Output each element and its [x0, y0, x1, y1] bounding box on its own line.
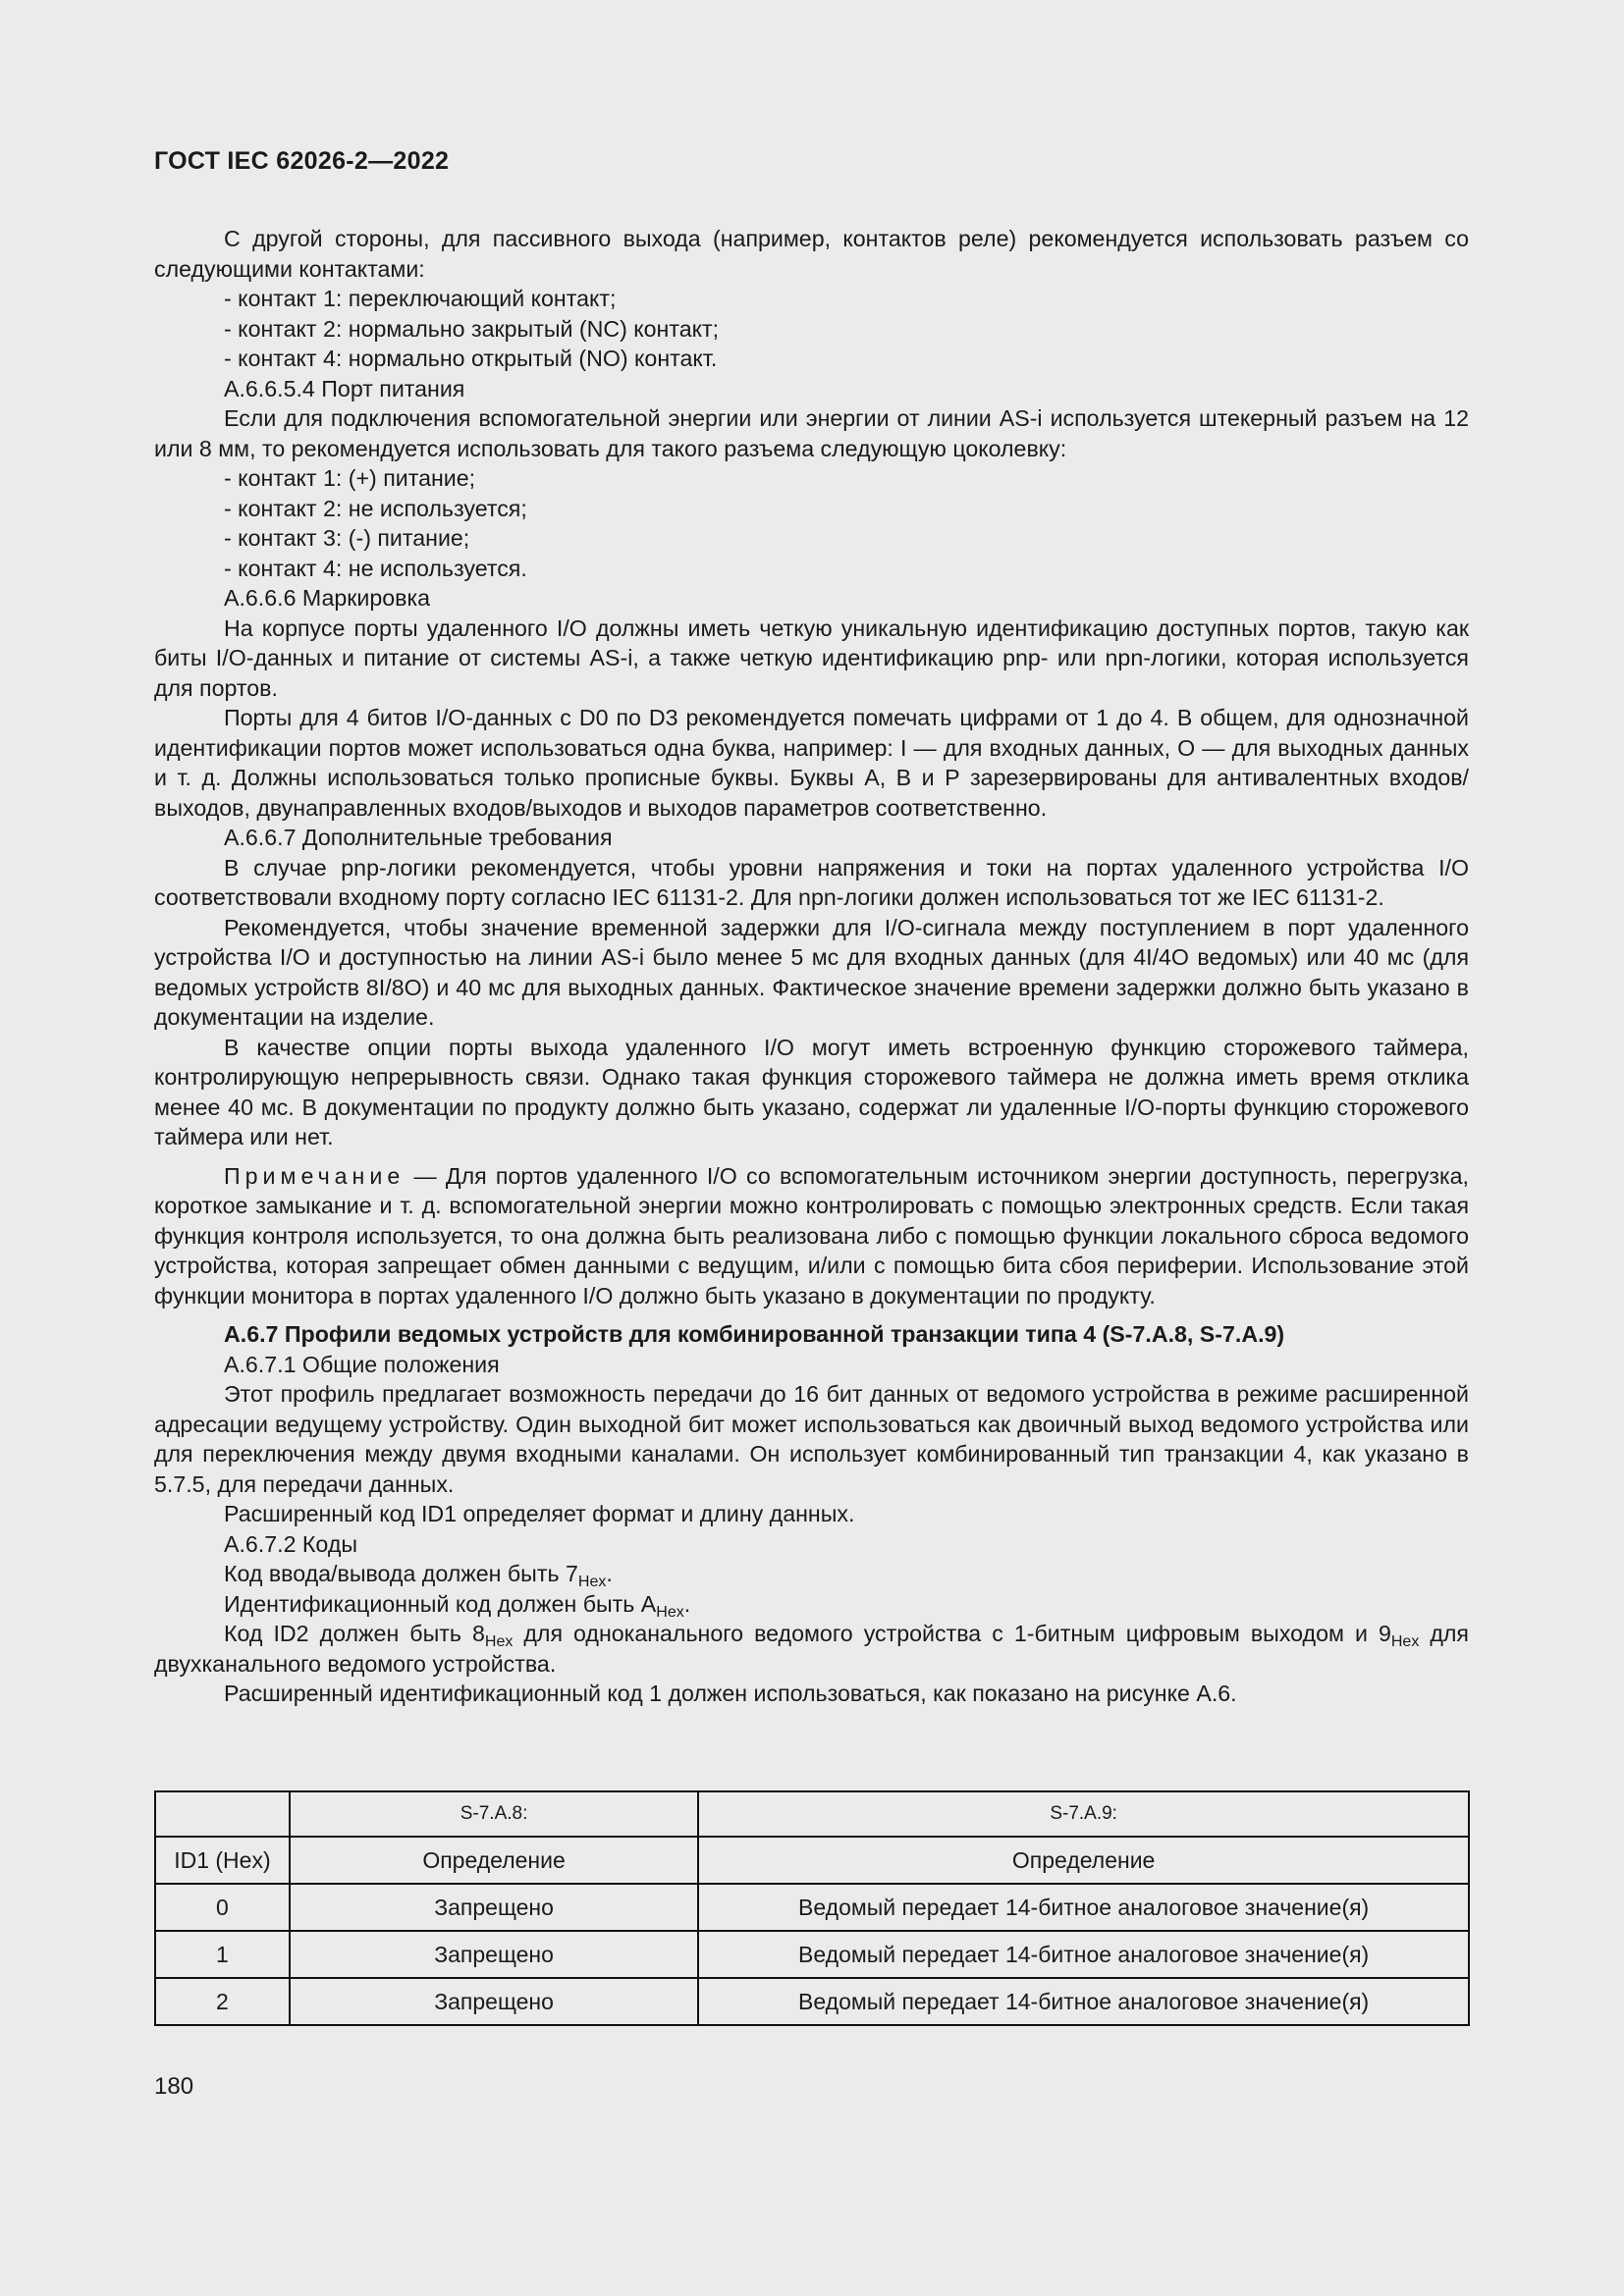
- text-run: Идентификационный код должен быть А: [224, 1590, 657, 1617]
- table-cell: Ведомый передает 14-битное аналоговое значение(я): [698, 1931, 1469, 1978]
- section-heading: А.6.6.6 Маркировка: [224, 585, 431, 611]
- table-cell: 0: [155, 1884, 290, 1931]
- text-run: для двухканального ведомого устройства.: [154, 1621, 1469, 1677]
- paragraph: С другой стороны, для пассивного выхода (например, контактов реле) рекомендуется использовать разъем со следующими контактами:: [154, 226, 1469, 282]
- table-header-cell: Определение: [698, 1837, 1469, 1884]
- list-item: - контакт 1: (+) питание;: [224, 465, 476, 491]
- table-cell: 1: [155, 1931, 290, 1978]
- id-code-table: [154, 1790, 1470, 2026]
- list-item: - контакт 4: не используется.: [224, 555, 527, 581]
- table-header-cell: ID1 (Hex): [155, 1837, 290, 1884]
- list-item: - контакт 2: нормально закрытый (NC) контакт;: [224, 315, 720, 342]
- list-item: - контакт 4: нормально открытый (NO) контакт.: [224, 346, 718, 371]
- subscript: Hex: [1390, 1633, 1420, 1650]
- page-number: 180: [154, 2073, 194, 2100]
- section-heading: А.6.7.2 Коды: [224, 1530, 358, 1557]
- note-label: Примечание: [224, 1162, 406, 1189]
- paragraph: Если для подключения вспомогательной энергии или энергии от линии AS-i используется штекерный разъем на 12 или 8 мм, то рекомендуется использовать для такого разъема следующую цоколевку:: [154, 405, 1469, 461]
- paragraph: [154, 1589, 1469, 1620]
- note-paragraph: [154, 1161, 1469, 1311]
- table-row: [155, 1931, 1469, 1978]
- table-cell: Ведомый передает 14-битное аналоговое значение(я): [698, 1884, 1469, 1931]
- table-cell: S-7.A.9:: [698, 1791, 1469, 1837]
- table-cell: Запрещено: [290, 1884, 698, 1931]
- note-text: — Для портов удаленного I/O со вспомогательным источником энергии доступность, перегрузка, короткое замыкание и т. д. вспомогательной энергии можно контролировать с помощью электронных средств. Если такая функция контроля используется, то она должна быть реализована либо с помощью функции локального сброса ведомого устройства, которая запрещает обмен данными с ведущим, и/или с помощью бита сбоя периферии. Использование этой функции монитора в портах удаленного I/O должно быть указано в документации по продукту.: [154, 1162, 1469, 1308]
- table-cell: 2: [155, 1978, 290, 2025]
- table-row: [155, 1978, 1469, 2025]
- section-heading: А.6.6.5.4 Порт питания: [224, 375, 465, 401]
- section-heading: А.6.7.1 Общие положения: [224, 1351, 500, 1377]
- paragraph: Расширенный код ID1 определяет формат и длину данных.: [224, 1501, 855, 1526]
- body-text: [154, 224, 1469, 1709]
- table-cell: Запрещено: [290, 1978, 698, 2025]
- paragraph: На корпусе порты удаленного I/O должны иметь четкую уникальную идентификацию доступных портов, такую как биты I/O-данных и питание от системы AS-i, а также четкую идентификацию pnp- или npn-логики, которая используется для портов.: [154, 614, 1469, 701]
- list-item: - контакт 2: не используется;: [224, 495, 527, 521]
- table-cell: [155, 1791, 290, 1837]
- text-run: Код ввода/вывода должен быть 7: [224, 1561, 578, 1586]
- paragraph: Этот профиль предлагает возможность передачи до 16 бит данных от ведомого устройства в режиме расширенной адресации ведущему устройству. Один выходной бит может использоваться как двоичный выход ведомого устройства или для переключения между двумя входными каналами. Он использует комбинированный тип транзакции 4, как указано в 5.7.5, для передачи данных.: [154, 1381, 1469, 1497]
- text-run: Код ID2 должен быть 8: [224, 1621, 485, 1646]
- text-run: .: [606, 1561, 613, 1586]
- paragraph: [154, 1559, 1469, 1589]
- document-header: ГОСТ IEC 62026-2—2022: [154, 147, 450, 175]
- paragraph: В случае pnp-логики рекомендуется, чтобы уровни напряжения и токи на портах удаленного устройства I/O соответствовали входному порту согласно IEC 61131-2. Для npn-логики должен использоваться тот же IEC 61131-2.: [154, 854, 1469, 910]
- table-cell: Запрещено: [290, 1931, 698, 1978]
- list-item: - контакт 3: (-) питание;: [224, 525, 470, 551]
- subscript: Hex: [577, 1574, 607, 1590]
- text-run: .: [683, 1590, 691, 1617]
- table-header-cell: Определение: [290, 1837, 698, 1884]
- table-cell: Ведомый передает 14-битное аналоговое значение(я): [698, 1978, 1469, 2025]
- paragraph: Рекомендуется, чтобы значение временной задержки для I/O-сигнала между поступлением в порт удаленного устройства I/O и доступностью на линии AS-i было менее 5 мс для входных данных (для 4I/4O ведомых) или 40 мс (для ведомых устройств 8I/8O) и 40 мс для выходных данных. Фактическое значение времени задержки должно быть указано в документации на изделие.: [154, 914, 1469, 1030]
- table-top-header-row: [155, 1791, 1469, 1837]
- section-heading: А.6.6.7 Дополнительные требования: [224, 825, 613, 850]
- table-row: [155, 1884, 1469, 1931]
- subscript: Hex: [484, 1633, 514, 1650]
- paragraph: Расширенный идентификационный код 1 должен использоваться, как показано на рисунке А.6.: [224, 1681, 1237, 1706]
- section-heading-bold: А.6.7 Профили ведомых устройств для комбинированной транзакции типа 4 (S-7.A.8, S-7.A.9): [224, 1321, 1285, 1347]
- subscript: Hex: [656, 1603, 684, 1621]
- paragraph: [154, 1619, 1469, 1679]
- table-cell: S-7.A.8:: [290, 1791, 698, 1837]
- list-item: - контакт 1: переключающий контакт;: [224, 286, 617, 311]
- table-header-row: [155, 1837, 1469, 1884]
- paragraph: Порты для 4 битов I/O-данных с D0 по D3 рекомендуется помечать цифрами от 1 до 4. В общем, для однозначной идентификации портов может использоваться одна буква, например: I — для входных данных, O — для выходных данных и т. д. Должны использоваться только прописные буквы. Буквы А, В и Р зарезервированы для антивалентных входов/выходов, двунаправленных входов/выходов и выходов параметров соответственно.: [154, 705, 1469, 821]
- text-run: для одноканального ведомого устройства с 1-битным цифровым выходом и 9: [513, 1621, 1391, 1646]
- paragraph: В качестве опции порты выхода удаленного I/O могут иметь встроенную функцию сторожевого таймера, контролирующую непрерывность связи. Однако такая функция сторожевого таймера не должна иметь время отклика менее 40 мс. В документации по продукту должно быть указано, содержат ли удаленные I/O-порты функцию сторожевого таймера или нет.: [154, 1034, 1469, 1149]
